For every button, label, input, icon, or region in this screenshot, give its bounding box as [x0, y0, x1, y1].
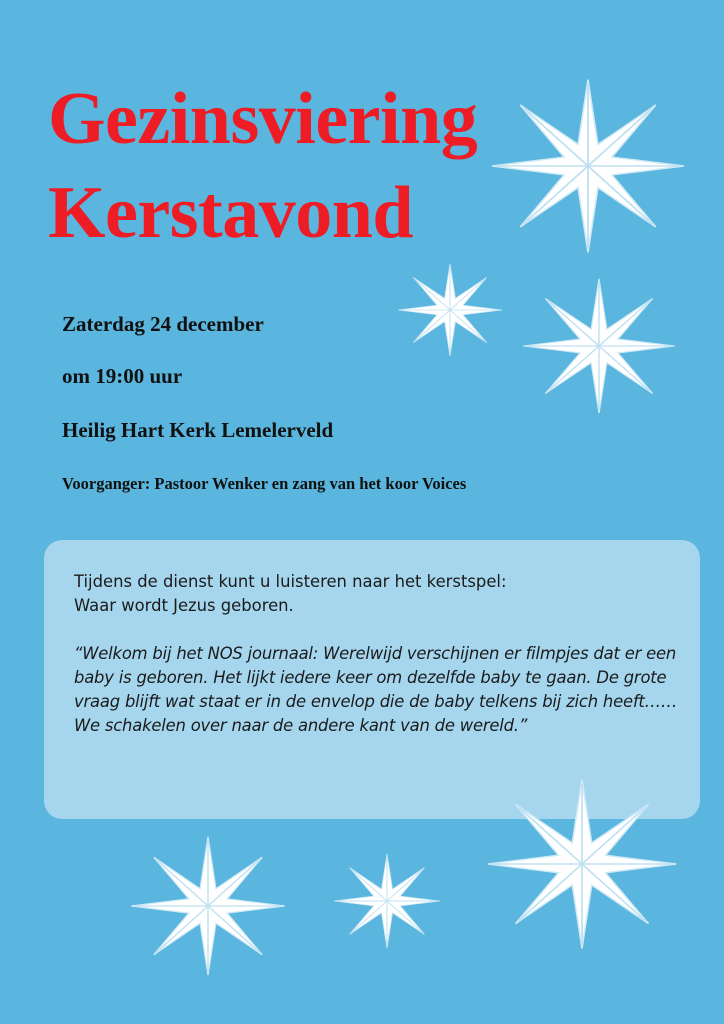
- star-icon: [332, 852, 442, 950]
- event-time: om 19:00 uur: [62, 364, 183, 388]
- star-icon: [128, 834, 288, 978]
- title-line-1: Gezinsviering: [48, 78, 478, 160]
- event-location: Heilig Hart Kerk Lemelerveld: [62, 418, 334, 442]
- panel-intro-text: Tijdens de dienst kunt u luisteren naar het kerstspel: Waar wordt Jezus geboren.: [74, 572, 507, 615]
- title-line-2: Kerstavond: [48, 172, 413, 254]
- star-icon: [488, 76, 688, 256]
- event-leader: Voorganger: Pastoor Wenker en zang van het koor Voices: [62, 474, 467, 493]
- star-icon: [520, 276, 678, 416]
- star-icon: [396, 262, 504, 358]
- event-date: Zaterdag 24 december: [62, 312, 264, 336]
- panel-quote-text: “Welkom bij het NOS journaal: Werelwijd verschijnen er filmpjes dat er een baby is geboren. Het lijkt iedere keer om dezelfde baby te gaan. De grote vraag blijft wat staat er in de envelop die de baby telkens bij zich heeft…… We schakelen over naar de andere kant van de wereld.”: [74, 644, 678, 735]
- star-icon: [484, 776, 680, 952]
